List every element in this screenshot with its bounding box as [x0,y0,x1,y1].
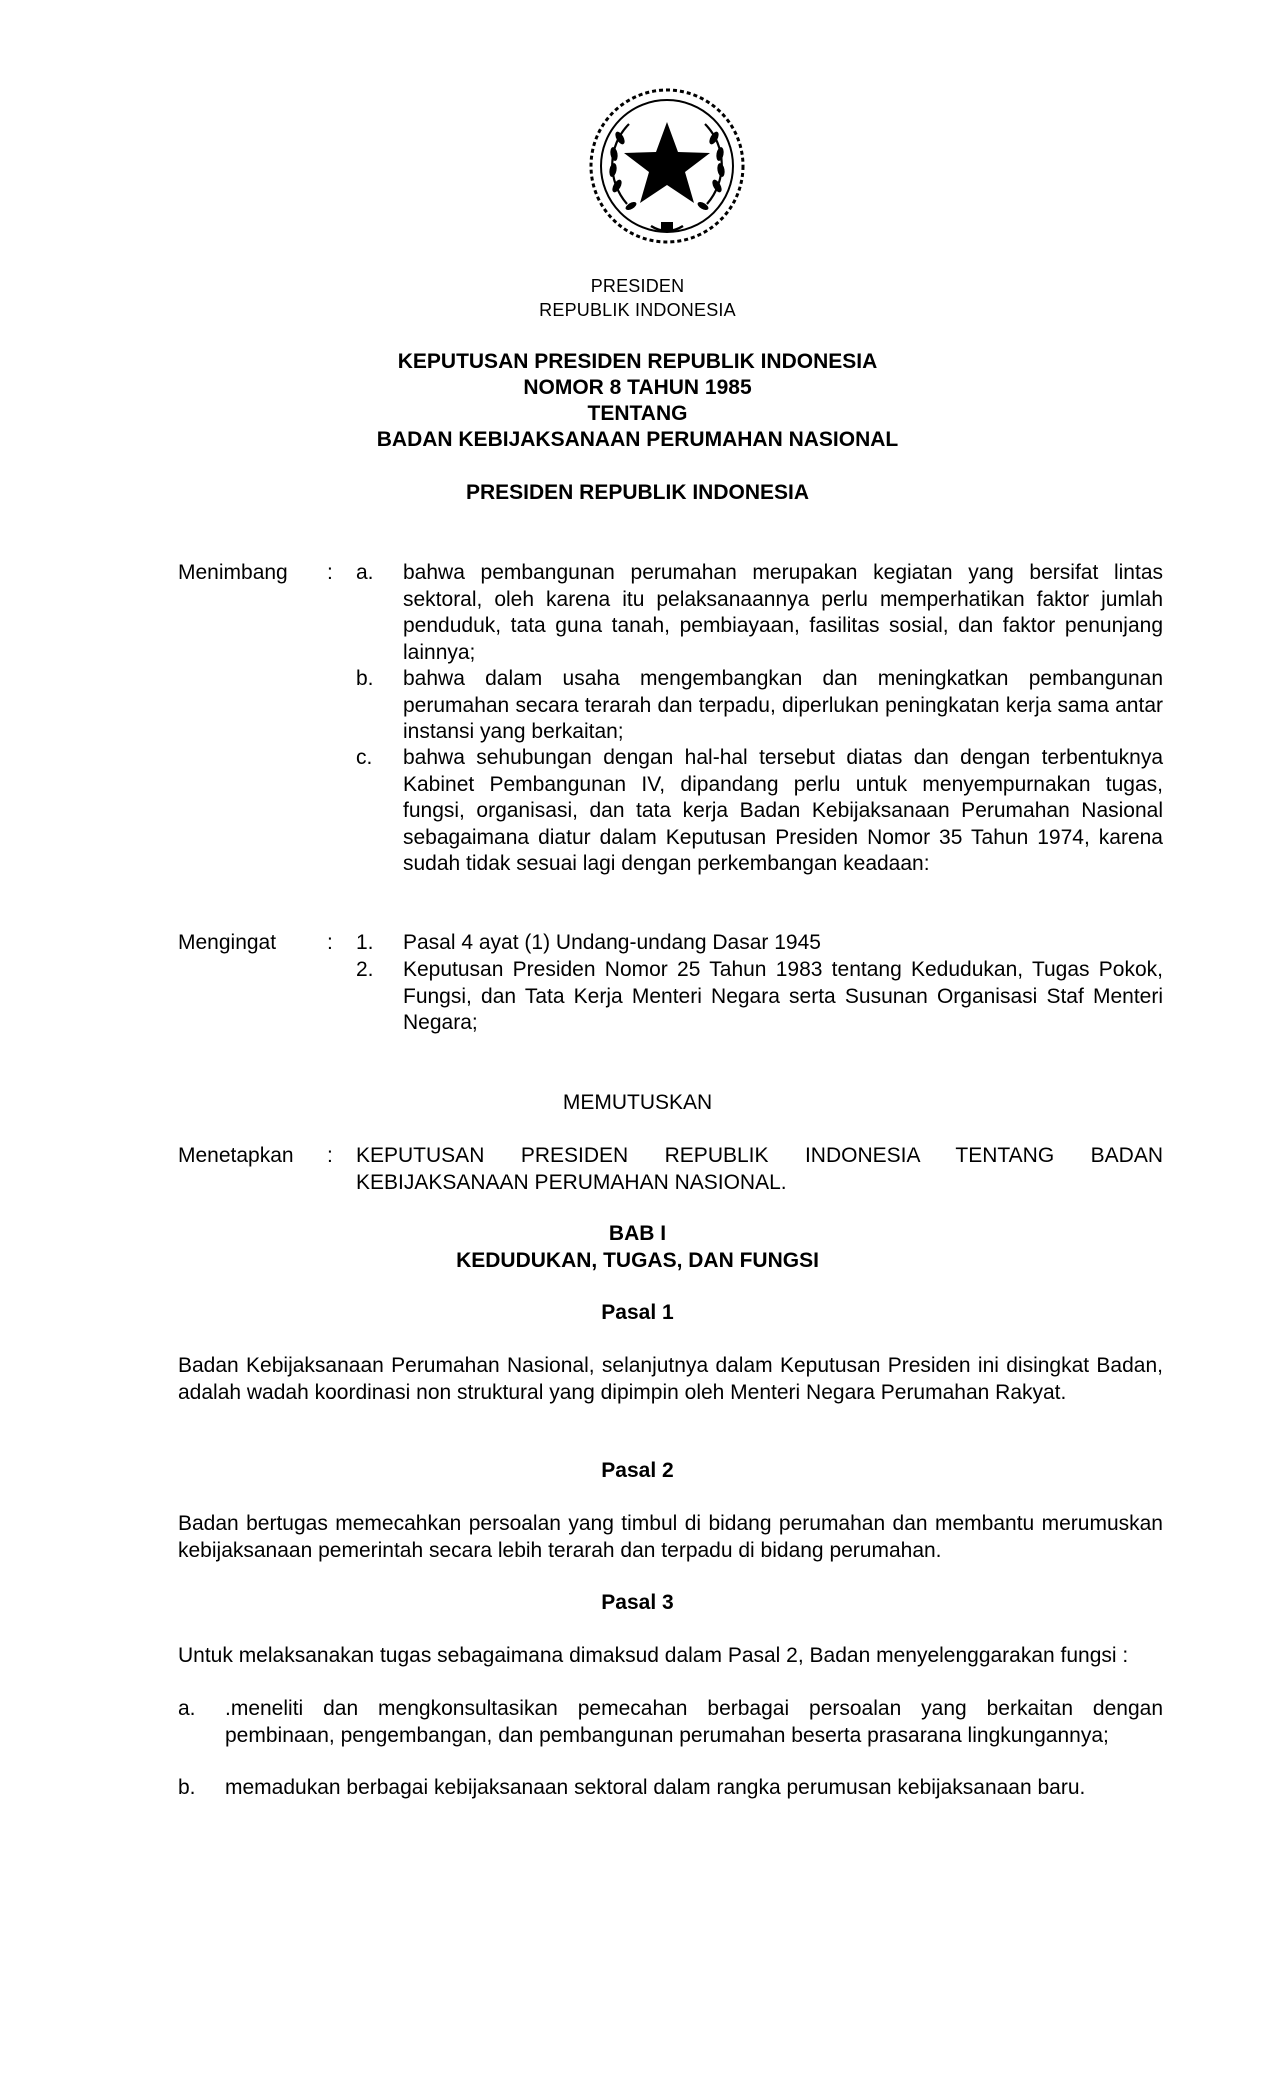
pasal-3-item-b: memadukan berbagai kebijaksanaan sektoral dalam rangka perumusan kebijaksanaan baru. [225,1776,1086,1799]
decree-subject: BADAN KEBIJAKSANAAN PERUMAHAN NASIONAL [376,428,899,451]
bab-subtitle: KEDUDUKAN, TUGAS, DAN FUNGSI [456,1249,819,1272]
pasal-3-item-a: .meneliti dan mengkonsultasikan pemecahan berbagai persoalan yang berkaitan dengan pembinaan, pengembangan, dan pembangunan perumahan beserta prasarana lingkungannya; [225,1697,1163,1747]
menimbang-marker-a: a. [356,561,374,584]
pasal-1-title: Pasal 1 [601,1301,674,1324]
menimbang-marker-c: c. [356,746,373,769]
menetapkan-colon: : [327,1144,333,1167]
menetapkan-text: KEPUTUSAN PRESIDEN REPUBLIK INDONESIA TENTANG BADAN KEBIJAKSANAAN PERUMAHAN NASIONAL. [356,1144,1163,1194]
issuer-line-1: PRESIDEN [590,276,685,296]
menetapkan-label: Menetapkan [178,1144,294,1167]
pasal-2-title: Pasal 2 [601,1459,674,1482]
bab-title: BAB I [608,1222,667,1245]
menimbang-colon: : [327,561,333,584]
pasal-1-text: Badan Kebijaksanaan Perumahan Nasional, selanjutnya dalam Keputusan Presiden ini disingkat Badan, adalah wadah koordinasi non struktural yang dipimpin oleh Menteri Negara Perumahan Rakyat. [178,1354,1163,1404]
pasal-3-marker-b: b. [178,1776,196,1799]
menimbang-marker-b: b. [356,667,374,690]
menimbang-item-b: bahwa dalam usaha mengembangkan dan meningkatkan pembangunan perumahan secara terarah dan terpadu, diperlukan peningkatan kerja sama antar instansi yang berkaitan; [403,667,1163,743]
mengingat-item-1: Pasal 4 ayat (1) Undang-undang Dasar 1945 [403,931,821,954]
pasal-3-marker-a: a. [178,1697,196,1720]
pasal-3-intro: Untuk melaksanakan tugas sebagaimana dimaksud dalam Pasal 2, Badan menyelenggarakan fungsi : [178,1644,1129,1667]
pasal-3-title: Pasal 3 [601,1591,674,1614]
menimbang-item-c: bahwa sehubungan dengan hal-hal tersebut diatas dan dengan terbentuknya Kabinet Pembangunan IV, dipandang perlu untuk menyempurnakan tugas, fungsi, organisasi, dan tata kerja Badan Kebijaksanaan Perumahan Nasional sebagaimana diatur dalam Keputusan Presiden Nomor 35 Tahun 1974, karena sudah tidak sesuai lagi dengan perkembangan keadaan: [403,746,1163,875]
president-heading: PRESIDEN REPUBLIK INDONESIA [465,481,810,504]
memutuskan-heading: MEMUTUSKAN [562,1091,713,1114]
decree-title-line-1: KEPUTUSAN PRESIDEN REPUBLIK INDONESIA [397,350,878,373]
decree-number: NOMOR 8 TAHUN 1985 [523,376,752,399]
mengingat-item-2: Keputusan Presiden Nomor 25 Tahun 1983 tentang Kedudukan, Tugas Pokok, Fungsi, dan Tata Kerja Menteri Negara serta Susunan Organisasi Staf Menteri Negara; [403,958,1163,1034]
decree-tentang: TENTANG [587,402,688,425]
mengingat-colon: : [327,931,333,954]
mengingat-label: Mengingat [178,931,277,954]
issuer-line-2: REPUBLIK INDONESIA [539,300,736,320]
pasal-2-text: Badan bertugas memecahkan persoalan yang timbul di bidang perumahan dan membantu merumuskan kebijaksanaan pemerintah secara lebih terarah dan terpadu di bidang perumahan. [178,1512,1163,1562]
presidential-emblem-icon [587,86,747,246]
menimbang-item-a: bahwa pembangunan perumahan merupakan kegiatan yang bersifat lintas sektoral, oleh karena itu pelaksanaannya perlu memperhatikan faktor jumlah penduduk, tata guna tanah, pembiayaan, fasilitas sosial, dan faktor penunjang lainnya; [403,561,1163,664]
menimbang-label: Menimbang [178,561,288,584]
mengingat-marker-1: 1. [356,931,374,954]
mengingat-marker-2: 2. [356,958,374,981]
